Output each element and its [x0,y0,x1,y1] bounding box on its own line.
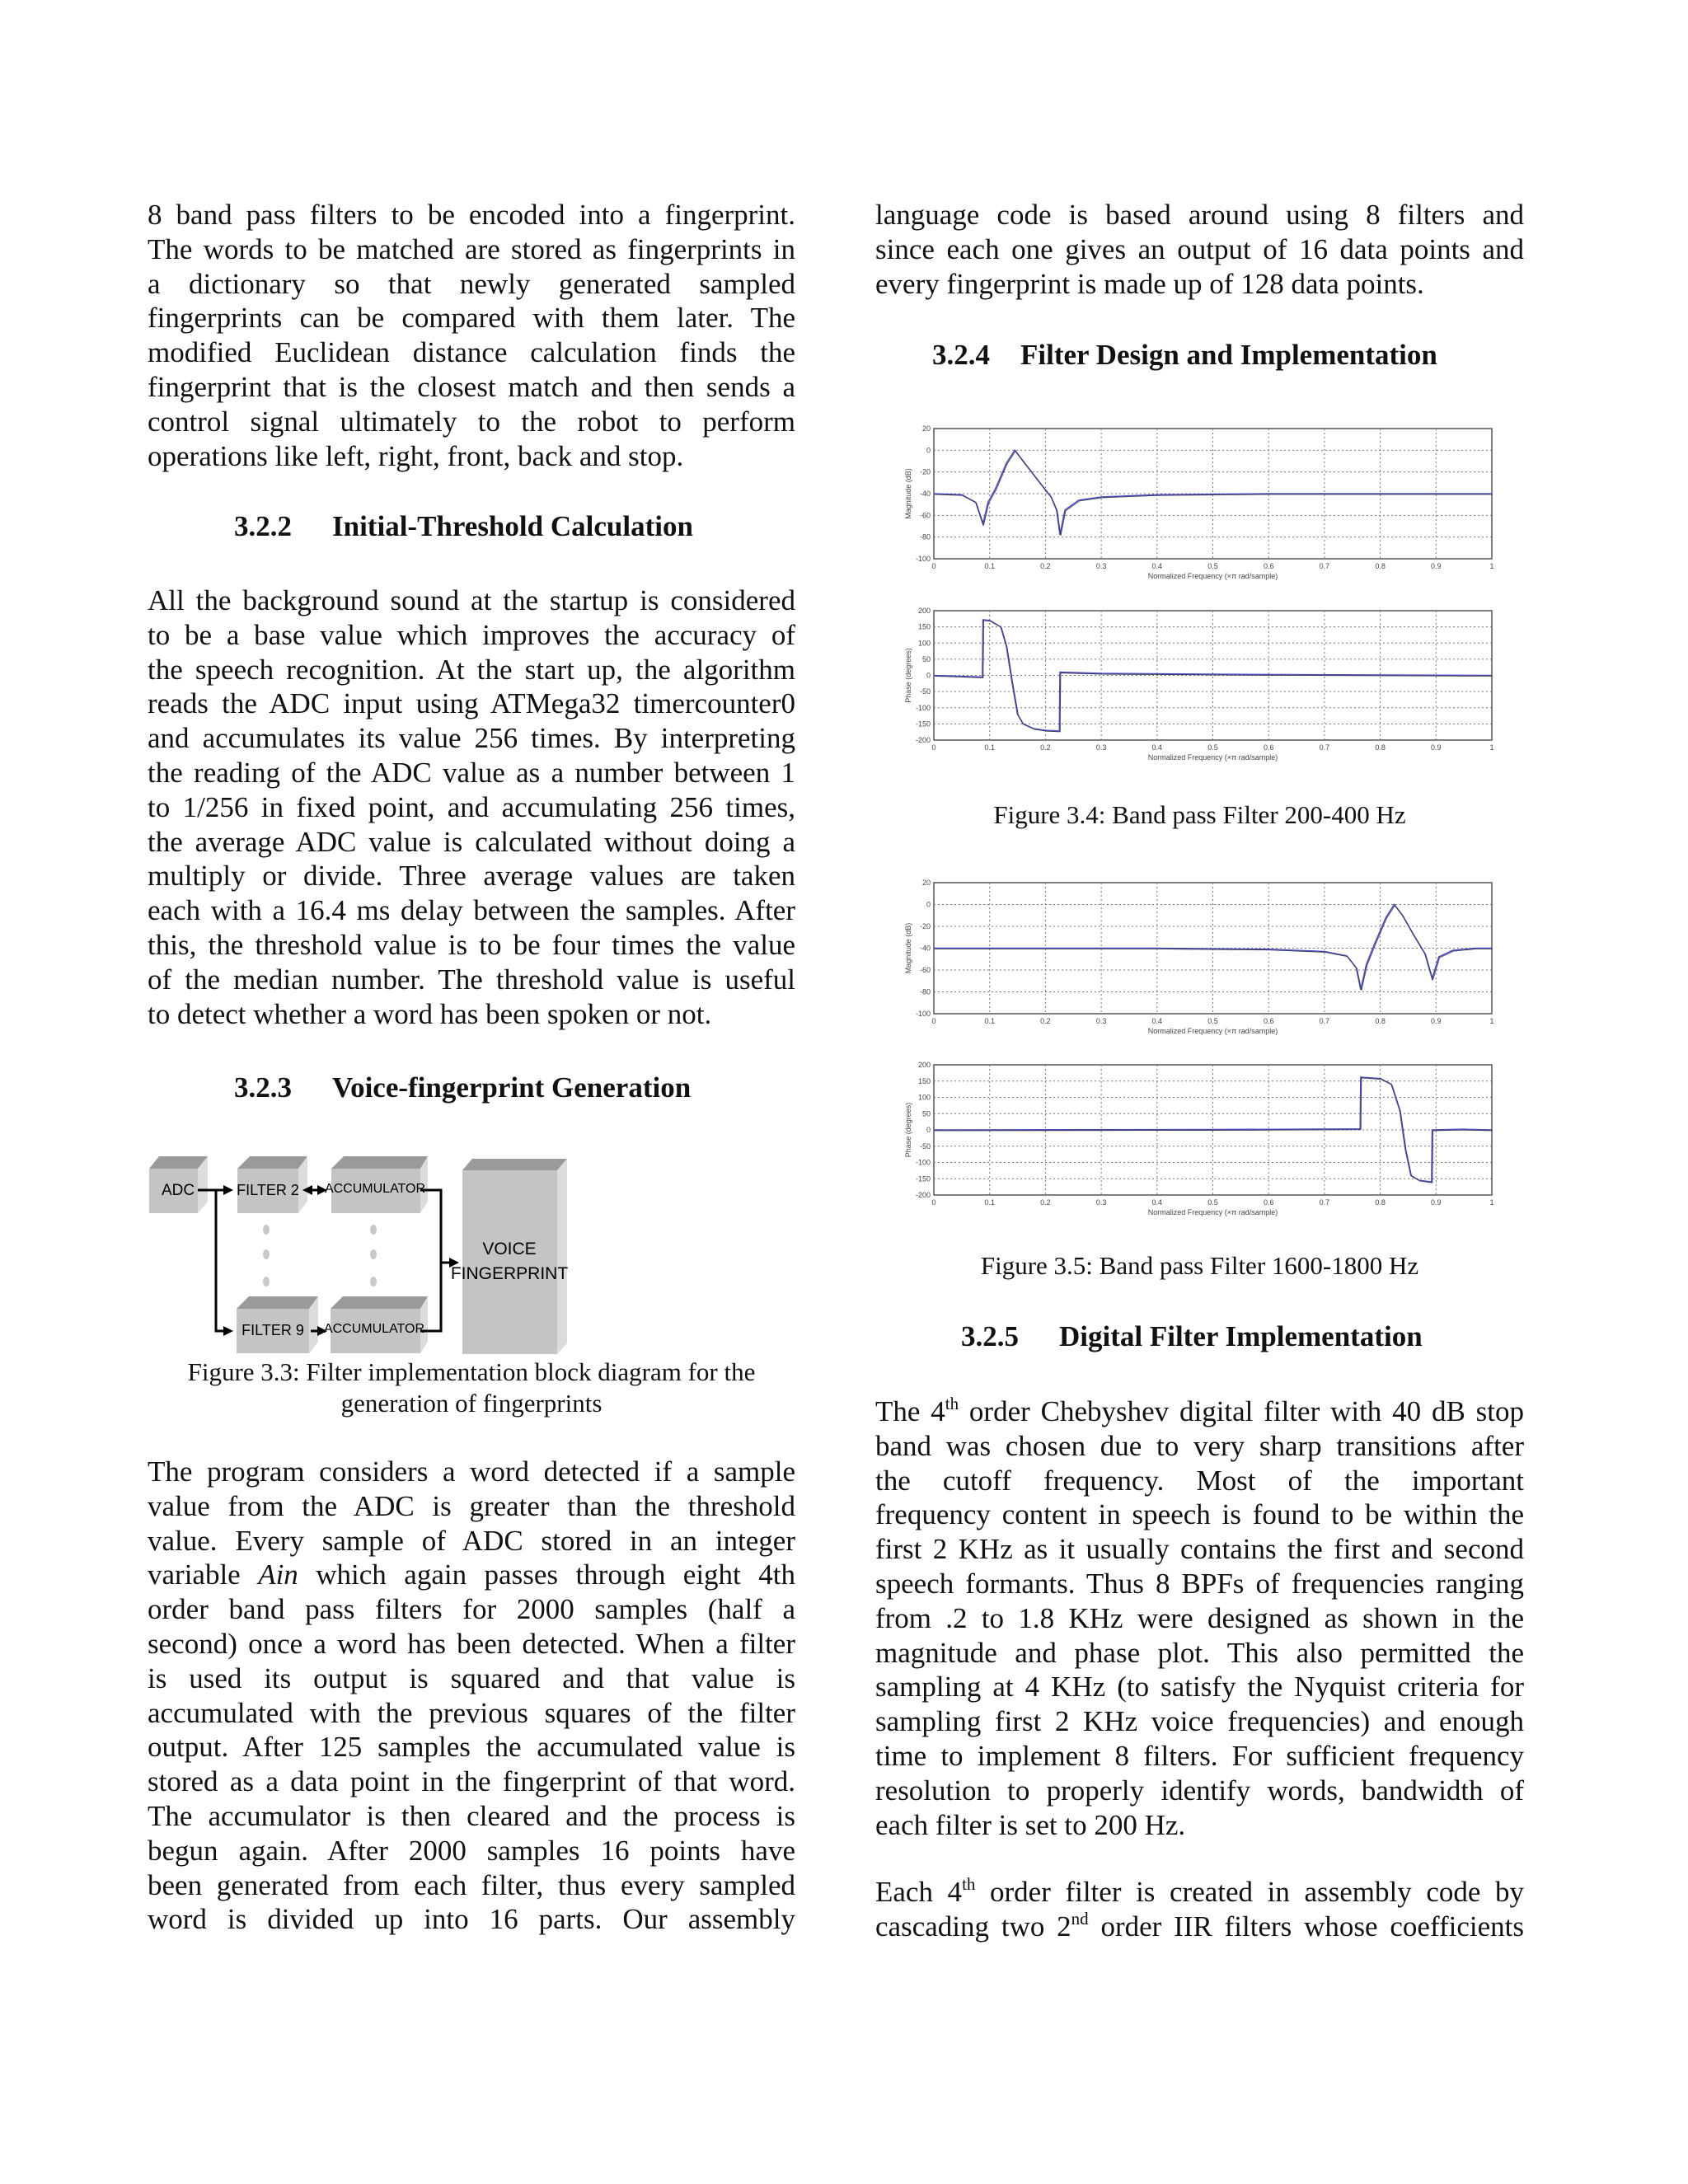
text-line: and accumulates its value 256 times. By interpreting [148,722,795,755]
y-tick-label: -40 [919,490,931,498]
y-tick-label: -20 [919,922,931,930]
x-tick-label: 0.6 [1263,743,1274,752]
text-line: first 2 KHz as it usually contains the first and second [875,1533,1524,1566]
x-tick-label: 0 [931,1198,936,1207]
y-tick-label: -100 [915,703,931,712]
text-line: control signal ultimately to the robot to perform [148,405,795,438]
text-line: resolution to properly identify words, bandwidth of [875,1774,1524,1807]
text-line [875,1910,1524,1944]
x-axis-label: Normalized Frequency (×π rad/sample) [1147,753,1278,762]
text-segment: Each 4 [875,1876,963,1908]
text-line: sampling at 4 KHz (to satisfy the Nyquist criteria for [875,1671,1524,1704]
text-line: this, the threshold value is to be four times the value [148,928,795,961]
box-label: FILTER 2 [237,1182,299,1198]
figure-3-4-caption: Figure 3.4: Band pass Filter 200-400 Hz [993,800,1406,829]
text-line [875,1875,1524,1910]
x-tick-label: 0 [931,562,936,570]
text-line: the cutoff frequency. Most of the important [875,1464,1524,1497]
y-tick-label: -40 [919,944,931,953]
paragraph-iir-cascade [875,1875,1524,1944]
x-tick-label: 0.2 [1040,1198,1051,1207]
text-line: time to implement 8 filters. For sufficient frequency [875,1739,1524,1772]
heading-number: 3.2.4 [932,339,990,371]
text-line: value. Every sample of ADC stored in an integer [148,1524,795,1557]
heading-number: 3.2.3 [234,1071,292,1104]
chart-panel-figure-3-5-phase [904,1061,1494,1216]
text-line: The program considers a word detected if a sample [148,1455,795,1488]
text-line: the average ADC value is calculated without doing a [148,825,795,858]
text-segment: order filter is created in assembly code by [975,1876,1525,1908]
x-tick-label: 0.7 [1319,562,1330,570]
box-label: FINGERPRINT [450,1264,569,1283]
text-line: The words to be matched are stored as fingerprints in [148,232,795,265]
x-tick-label: 0.7 [1319,1017,1330,1025]
caption-line: generation of fingerprints [340,1389,603,1418]
heading-number: 3.2.5 [961,1320,1019,1352]
x-tick-label: 0.3 [1095,562,1107,570]
y-tick-label: -60 [919,966,931,974]
x-tick-label: 1 [1489,1198,1494,1207]
x-tick-label: 1 [1489,562,1494,570]
x-tick-label: 0.4 [1151,743,1163,752]
x-tick-label: 1 [1489,743,1494,752]
y-tick-label: -100 [915,1158,931,1167]
y-tick-label: 100 [917,639,931,648]
x-tick-label: 0.4 [1151,1198,1163,1207]
text-segment: which again passes through eight 4th [298,1558,795,1591]
text-line: fingerprint that is the closest match and then sends a [148,370,795,403]
superscript: th [945,1394,959,1413]
x-tick-label: 0.6 [1263,1017,1274,1025]
y-tick-label: -200 [915,736,931,744]
x-tick-label: 0.6 [1263,562,1274,570]
y-tick-label: -100 [915,1010,931,1018]
x-tick-label: 0.3 [1095,743,1107,752]
text-line [875,1394,1524,1429]
x-tick-label: 0.8 [1375,743,1386,752]
text-line: word is divided up into 16 parts. Our assembly [148,1903,795,1936]
text-line: been generated from each filter, thus every sampled [148,1868,795,1901]
y-tick-label: -100 [915,555,931,563]
x-axis-label: Normalized Frequency (×π rad/sample) [1147,572,1278,580]
y-tick-label: -60 [919,511,931,520]
x-tick-label: 0.4 [1151,562,1163,570]
x-tick-label: 0.3 [1095,1198,1107,1207]
text-line: each filter is set to 200 Hz. [875,1808,1186,1841]
heading-number: 3.2.2 [234,510,292,542]
x-tick-label: 0.4 [1151,1017,1163,1025]
x-tick-label: 1 [1489,1017,1494,1025]
box-label: ACCUMULATOR [324,1182,426,1196]
section-heading-3-2-5 [961,1320,1423,1353]
box-label: VOICE [482,1240,537,1258]
y-tick-label: 0 [926,446,931,455]
chart-panel-figure-3-4-phase [904,607,1494,762]
y-tick-label: -200 [915,1191,931,1199]
y-tick-label: 50 [921,654,931,663]
y-tick-label: -20 [919,467,931,476]
y-axis-label: Magnitude (dB) [904,922,912,974]
text-line: output. After 125 samples the accumulated value is [148,1731,795,1764]
y-tick-label: -150 [915,719,931,729]
text-line: reads the ADC input using ATMega32 timercounter0 [148,687,795,720]
text-line: language code is based around using 8 filters and [875,199,1524,231]
x-tick-label: 0.5 [1207,1198,1218,1207]
x-tick-label: 0 [931,1017,936,1025]
box-label: ADC [161,1182,195,1199]
y-tick-label: 200 [917,607,931,615]
text-line: to be a base value which improves the accuracy of [148,618,795,651]
x-tick-label: 0.5 [1207,562,1218,570]
text-segment: cascading two 2 [875,1910,1071,1943]
paragraph-chebyshev [875,1394,1524,1842]
text-line: a dictionary so that newly generated sampled [148,267,795,300]
y-tick-label: 0 [926,900,931,909]
y-axis-label: Magnitude (dB) [904,468,912,519]
x-tick-label: 0.1 [984,1198,995,1207]
text-segment: order IIR filters whose coefficients [1088,1910,1524,1943]
text-line: The accumulator is then cleared and the process is [148,1799,795,1832]
y-tick-label: 0 [926,671,931,680]
text-segment: The 4 [875,1395,945,1427]
x-tick-label: 0.5 [1207,1017,1218,1025]
y-tick-label: 20 [921,424,931,433]
x-tick-label: 0 [931,743,936,752]
x-tick-label: 0.9 [1431,562,1442,570]
superscript: nd [1071,1908,1089,1929]
y-axis-label: Phase (degrees) [904,1102,912,1158]
text-segment: variable [148,1558,259,1591]
heading-title: Filter Design and Implementation [1020,339,1437,371]
text-line: band was chosen due to very sharp transitions after [875,1429,1524,1462]
text-line: begun again. After 2000 samples 16 points have [148,1834,795,1867]
text-line: since each one gives an output of 16 data points and [875,232,1524,265]
caption-line: Figure 3.3: Filter implementation block diagram for the [187,1357,756,1386]
text-line: every fingerprint is made up of 128 data points. [875,267,1424,300]
text-line: 8 band pass filters to be encoded into a fingerprint. [148,199,795,231]
y-axis-label: Phase (degrees) [904,648,912,703]
box-label: FILTER 9 [241,1322,304,1338]
heading-title: Voice-fingerprint Generation [332,1071,692,1104]
text-line: value from the ADC is greater than the threshold [148,1489,795,1522]
x-tick-label: 0.7 [1319,1198,1330,1207]
x-tick-label: 0.2 [1040,743,1051,752]
chart-panel-figure-3-4-magnitude [904,424,1494,580]
y-tick-label: 150 [917,622,931,631]
text-line: the reading of the ADC value as a number between 1 [148,756,795,789]
text-line: stored as a data point in the fingerprint of that word. [148,1765,795,1798]
text-line: sampling first 2 KHz voice frequencies) and enough [875,1705,1524,1738]
x-tick-label: 0.1 [984,1017,995,1025]
y-tick-label: 20 [921,879,931,887]
text-line: All the background sound at the startup is considered [148,584,795,616]
y-tick-label: 150 [917,1076,931,1085]
text-line: of the median number. The threshold value is useful [148,963,795,996]
text-line: frequency content in speech is found to be within the [875,1498,1524,1531]
x-tick-label: 0.7 [1319,743,1330,752]
text-line: the speech recognition. At the start up, the algorithm [148,653,795,686]
x-tick-label: 0.9 [1431,1198,1442,1207]
text-line: order band pass filters for 2000 samples (half a [148,1593,795,1626]
y-tick-label: -50 [919,687,931,696]
text-line: each with a 16.4 ms delay between the samples. After [148,894,795,927]
text-segment: order Chebyshev digital filter with 40 dB stop [959,1395,1524,1427]
x-tick-label: 0.9 [1431,743,1442,752]
text-line: from .2 to 1.8 KHz were designed as shown in the [875,1601,1524,1634]
x-axis-label: Normalized Frequency (×π rad/sample) [1147,1208,1278,1216]
italic-term: Ain [258,1558,298,1591]
y-tick-label: 0 [926,1126,931,1134]
x-tick-label: 0.6 [1263,1198,1274,1207]
heading-title: Digital Filter Implementation [1059,1320,1423,1352]
y-tick-label: 50 [921,1109,931,1118]
x-axis-label: Normalized Frequency (×π rad/sample) [1147,1027,1278,1035]
x-tick-label: 0.8 [1375,1198,1386,1207]
y-tick-label: -80 [919,987,931,996]
x-tick-label: 0.9 [1431,1017,1442,1025]
text-line: magnitude and phase plot. This also permitted the [875,1636,1524,1669]
text-line: multiply or divide. Three average values are taken [148,860,795,893]
x-tick-label: 0.5 [1207,743,1218,752]
figure-3-5-caption: Figure 3.5: Band pass Filter 1600-1800 Hz [980,1251,1419,1280]
x-tick-label: 0.8 [1375,1017,1386,1025]
text-line: second) once a word has been detected. When a filter [148,1627,795,1660]
text-line: operations like left, right, front, back and stop. [148,439,684,472]
text-line: accumulated with the previous squares of the filter [148,1696,795,1729]
y-tick-label: -50 [919,1141,931,1151]
superscript: th [962,1874,976,1894]
text-line: to detect whether a word has been spoken or not. [148,997,712,1030]
text-line: is used its output is squared and that value is [148,1661,795,1694]
x-tick-label: 0.3 [1095,1017,1107,1025]
x-tick-label: 0.1 [984,562,995,570]
x-tick-label: 0.1 [984,743,995,752]
text-line: speech formants. Thus 8 BPFs of frequencies ranging [875,1567,1524,1600]
x-tick-label: 0.2 [1040,1017,1051,1025]
chart-panel-figure-3-5-magnitude [904,879,1494,1035]
text-line: to 1/256 in fixed point, and accumulating 256 times, [148,790,795,823]
x-tick-label: 0.8 [1375,562,1386,570]
text-line: modified Euclidean distance calculation finds the [148,336,795,369]
x-tick-label: 0.2 [1040,562,1051,570]
y-tick-label: -80 [919,532,931,541]
y-tick-label: 100 [917,1093,931,1102]
y-tick-label: -150 [915,1174,931,1183]
heading-title: Initial-Threshold Calculation [332,510,693,542]
box-label: ACCUMULATOR [323,1322,425,1336]
y-tick-label: 200 [917,1061,931,1069]
text-line: fingerprints can be compared with them later. The [148,302,795,335]
